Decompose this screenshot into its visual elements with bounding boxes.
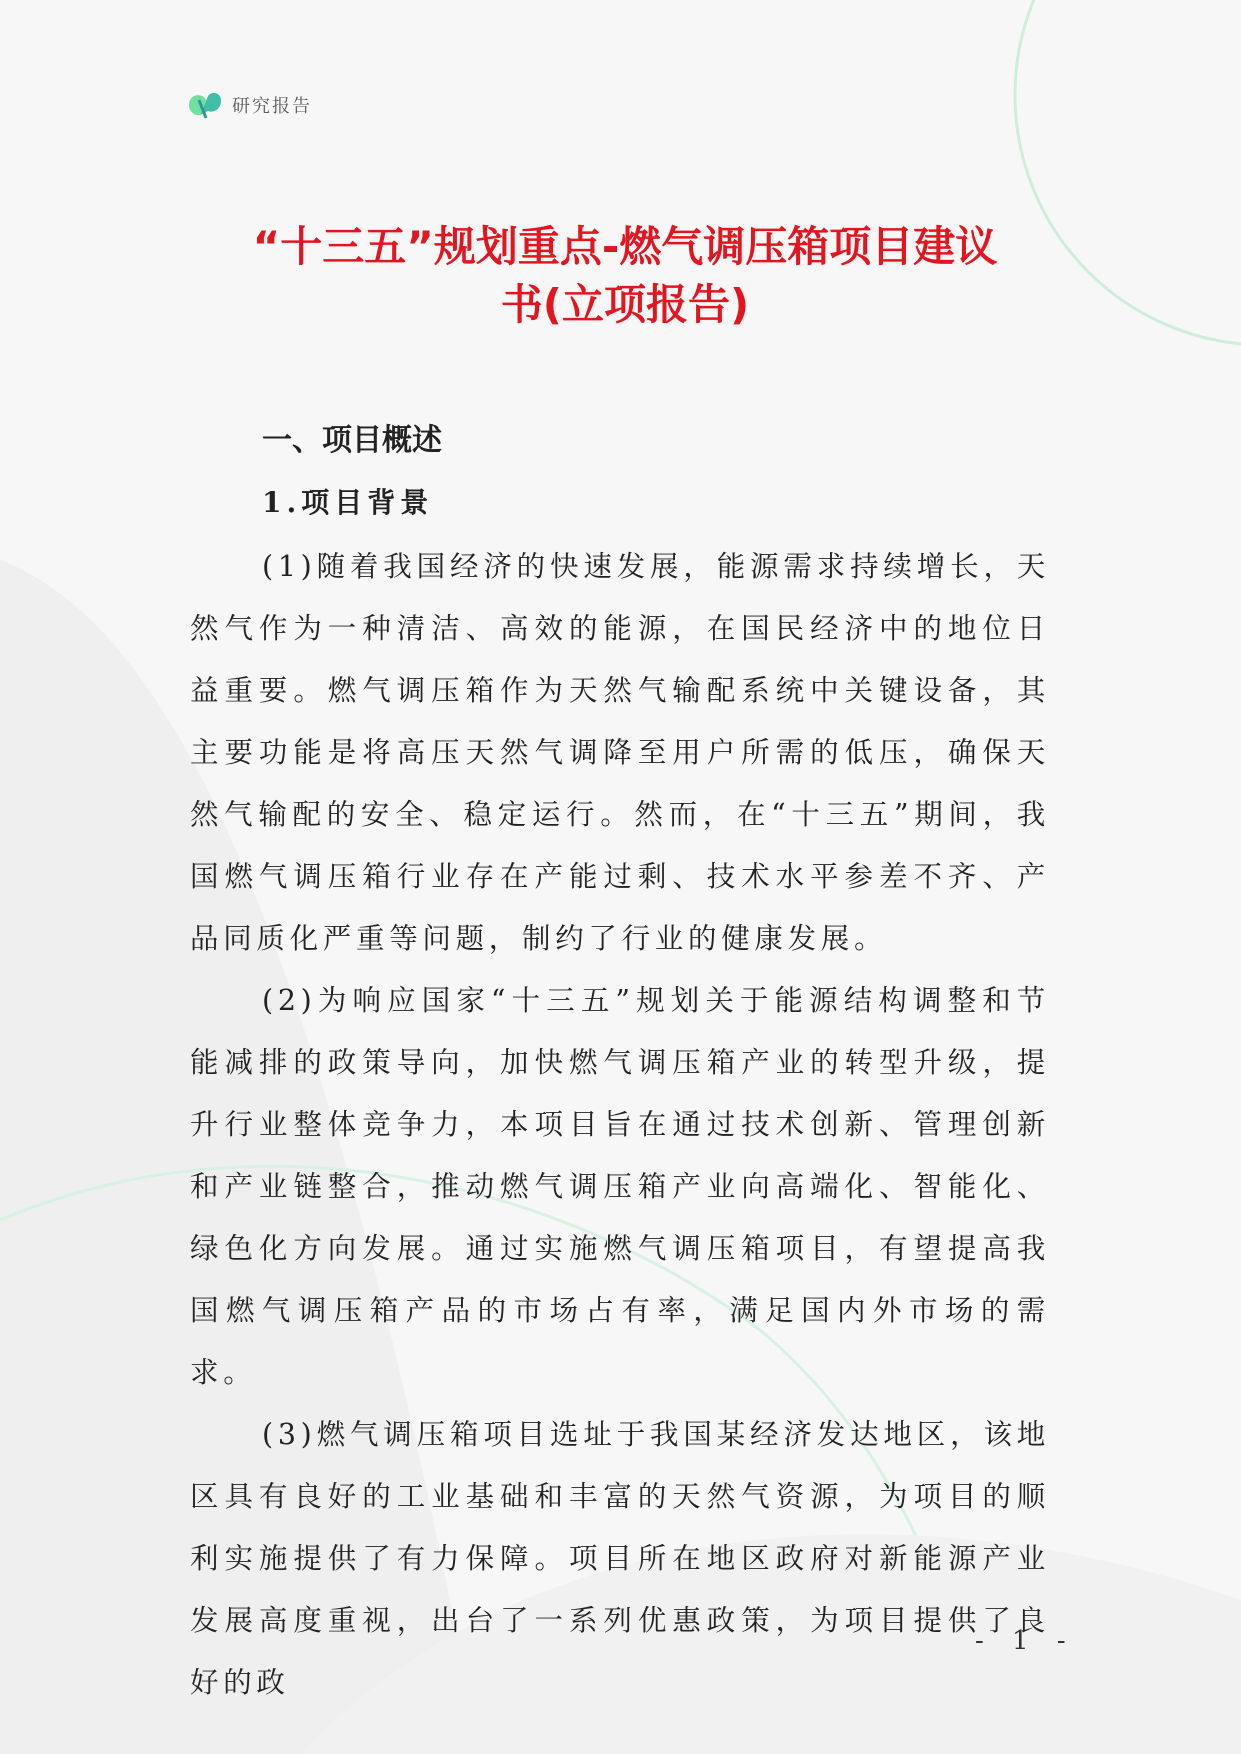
brand-name: 研究报告 (232, 96, 312, 117)
header-logo (186, 88, 312, 122)
paragraph-1: (1)随着我国经济的快速发展，能源需求持续增长，天然气作为一种清洁、高效的能源，在国民经济中的地位日益重要。燃气调压箱作为天然气输配系统中关键设备，其主要功能是将高压天然气调降至用户所需的低压，确保天然气输配的安全、稳定运行。然而，在“十三五”期间，我国燃气调压箱行业存在产能过剩、技术水平参差不齐、产品同质化严重等问题，制约了行业的健康发展。 (190, 550, 1050, 955)
section-heading: 一、项目概述 (262, 423, 442, 458)
brand-logo-icon (186, 88, 224, 122)
document-title (190, 218, 1060, 334)
body-text (190, 536, 1050, 1714)
paragraph-2: (2)为响应国家“十三五”规划关于能源结构调整和节能减排的政策导向，加快燃气调压箱产业的转型升级，提升行业整体竞争力，本项目旨在通过技术创新、管理创新和产业链整合，推动燃气调压箱产业向高端化、智能化、绿色化方向发展。通过实施燃气调压箱项目，有望提高我国燃气调压箱产品的市场占有率，满足国内外市场的需求。 (190, 984, 1050, 1389)
page-number: - 1 - (975, 1626, 1076, 1656)
title-line-2: 书(立项报告) (500, 280, 750, 329)
section-subheading: 1.项目背景 (262, 486, 434, 519)
paragraph-3: (3)燃气调压箱项目选址于我国某经济发达地区，该地区具有良好的工业基础和丰富的天然气资源，为项目的顺利实施提供了有力保障。项目所在地区政府对新能源产业发展高度重视，出台了一系列优惠政策，为项目提供了良好的政 (190, 1418, 1050, 1699)
title-line-1: “十三五”规划重点-燃气调压箱项目建议 (252, 222, 998, 271)
